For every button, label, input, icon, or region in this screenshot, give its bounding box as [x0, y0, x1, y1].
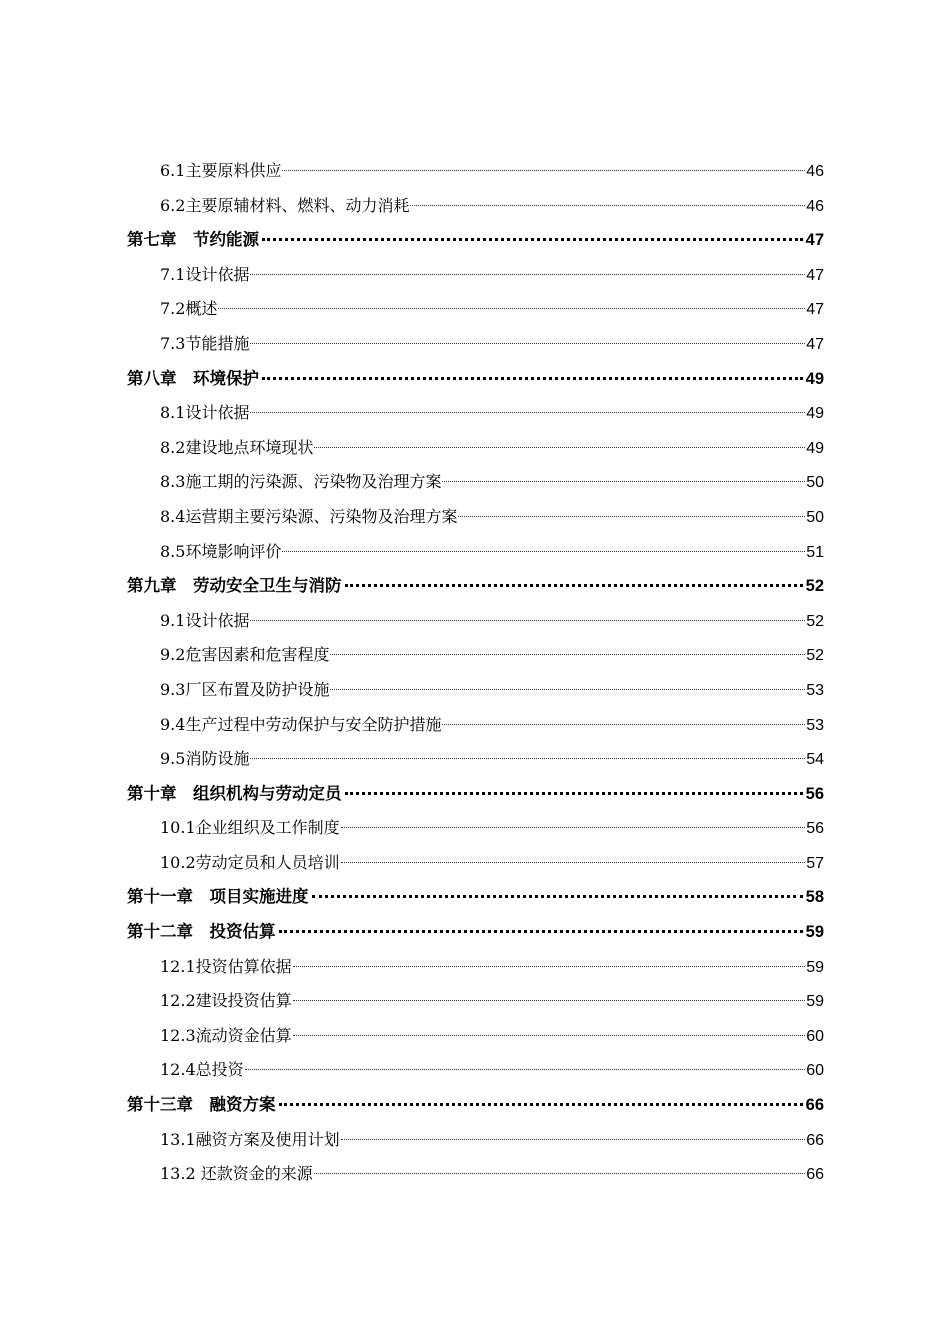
toc-entry-title: 12.4总投资	[160, 1060, 244, 1080]
dot-leader	[345, 584, 803, 587]
dot-leader	[282, 551, 805, 552]
toc-section-entry[interactable]	[127, 950, 824, 985]
toc-entry-page-number: 59	[805, 923, 824, 942]
toc-section-entry[interactable]	[127, 189, 824, 224]
toc-entry-title: 第十三章 融资方案	[127, 1095, 276, 1115]
toc-entry-title: 13.1融资方案及使用计划	[160, 1129, 340, 1149]
toc-entry-page-number: 51	[806, 543, 824, 561]
toc-entry-title: 第九章 劳动安全卫生与消防	[127, 576, 342, 596]
dot-leader	[250, 758, 805, 759]
toc-section-entry[interactable]	[127, 604, 824, 639]
dot-leader	[293, 1000, 806, 1001]
toc-entry-page-number: 54	[806, 751, 824, 769]
dot-leader	[341, 862, 806, 863]
toc-entry-title: 8.2建设地点环境现状	[160, 437, 314, 457]
toc-chapter-entry[interactable]	[127, 880, 824, 915]
toc-section-entry[interactable]	[127, 673, 824, 708]
toc-entry-title: 8.3施工期的污染源、污染物及治理方案	[160, 472, 442, 492]
dot-leader	[279, 1103, 803, 1106]
toc-entry-title: 6.1主要原料供应	[160, 161, 282, 180]
dot-leader	[314, 1173, 805, 1174]
dot-leader	[458, 516, 805, 517]
toc-entry-page-number: 60	[806, 1062, 824, 1080]
toc-entry-title: 6.2主要原辅材料、燃料、动力消耗	[160, 195, 410, 215]
toc-entry-title: 13.2 还款资金的来源	[160, 1164, 313, 1184]
toc-entry-title: 第八章 环境保护	[127, 368, 259, 388]
toc-entry-page-number: 56	[806, 820, 824, 838]
toc-entry-page-number: 66	[805, 1096, 824, 1115]
dot-leader	[250, 620, 805, 621]
toc-entry-page-number: 52	[806, 647, 824, 665]
toc-section-entry[interactable]	[127, 535, 824, 570]
dot-leader	[250, 274, 805, 275]
toc-entry-title: 第十章 组织机构与劳动定员	[127, 783, 342, 803]
toc-entry-title: 9.4生产过程中劳动保护与安全防护措施	[160, 714, 442, 734]
toc-entry-title: 第七章 节约能源	[127, 230, 259, 250]
toc-chapter-entry[interactable]	[127, 362, 824, 397]
toc-entry-page-number: 57	[806, 854, 824, 872]
toc-entry-page-number: 56	[805, 784, 824, 803]
toc-section-entry[interactable]	[127, 431, 824, 466]
toc-entry-page-number: 59	[806, 958, 824, 976]
toc-entry-title: 8.1设计依据	[160, 403, 250, 423]
toc-section-entry[interactable]	[127, 154, 824, 189]
toc-section-entry[interactable]	[127, 1157, 824, 1192]
toc-entry-page-number: 59	[806, 993, 824, 1011]
dot-leader	[262, 377, 803, 380]
toc-section-entry[interactable]	[127, 742, 824, 777]
toc-entry-title: 9.2危害因素和危害程度	[160, 645, 330, 665]
toc-section-entry[interactable]	[127, 1123, 824, 1158]
toc-entry-page-number: 50	[806, 474, 824, 492]
toc-entry-title: 9.3厂区布置及防护设施	[160, 679, 330, 699]
toc-section-entry[interactable]	[127, 258, 824, 293]
toc-section-entry[interactable]	[127, 708, 824, 743]
toc-entry-title: 9.5消防设施	[160, 749, 250, 769]
toc-section-entry[interactable]	[127, 396, 824, 431]
toc-entry-page-number: 49	[805, 369, 824, 388]
dot-leader	[312, 895, 803, 898]
dot-leader	[345, 792, 803, 795]
toc-entry-page-number: 46	[806, 197, 824, 215]
toc-section-entry[interactable]	[127, 984, 824, 1019]
dot-leader	[341, 827, 806, 828]
toc-entry-page-number: 52	[805, 577, 824, 596]
toc-entry-title: 7.1设计依据	[160, 264, 250, 284]
toc-chapter-entry[interactable]	[127, 569, 824, 604]
toc-chapter-entry[interactable]	[127, 1088, 824, 1123]
toc-section-entry[interactable]	[127, 292, 824, 327]
toc-section-entry[interactable]	[127, 465, 824, 500]
toc-entry-title: 7.3节能措施	[160, 333, 250, 353]
dot-leader	[279, 930, 803, 933]
toc-entry-page-number: 50	[806, 508, 824, 526]
toc-section-entry[interactable]	[127, 327, 824, 362]
toc-chapter-entry[interactable]	[127, 777, 824, 812]
dot-leader	[245, 1069, 806, 1070]
toc-entry-page-number: 46	[806, 163, 824, 180]
table-of-contents	[127, 154, 824, 1192]
toc-chapter-entry[interactable]	[127, 915, 824, 950]
toc-entry-page-number: 53	[806, 716, 824, 734]
toc-entry-page-number: 60	[806, 1027, 824, 1045]
dot-leader	[341, 1139, 806, 1140]
toc-section-entry[interactable]	[127, 811, 824, 846]
toc-entry-title: 第十二章 投资估算	[127, 922, 276, 942]
toc-section-entry[interactable]	[127, 1053, 824, 1088]
toc-entry-title: 8.4运营期主要污染源、污染物及治理方案	[160, 506, 458, 526]
toc-section-entry[interactable]	[127, 500, 824, 535]
toc-entry-title: 12.3流动资金估算	[160, 1025, 292, 1045]
dot-leader	[218, 308, 805, 309]
dot-leader	[314, 447, 805, 448]
toc-entry-title: 7.2概述	[160, 299, 218, 319]
toc-entry-page-number: 47	[805, 231, 824, 250]
toc-entry-title: 12.1投资估算依据	[160, 956, 292, 976]
toc-entry-title: 10.1企业组织及工作制度	[160, 818, 340, 838]
dot-leader	[282, 170, 805, 171]
toc-entry-page-number: 49	[806, 405, 824, 423]
toc-entry-title: 12.2建设投资估算	[160, 991, 292, 1011]
toc-section-entry[interactable]	[127, 1019, 824, 1054]
toc-entry-page-number: 47	[806, 335, 824, 353]
toc-entry-page-number: 47	[806, 301, 824, 319]
toc-entry-title: 10.2劳动定员和人员培训	[160, 852, 340, 872]
toc-entry-title: 第十一章 项目实施进度	[127, 887, 309, 907]
dot-leader	[410, 205, 805, 206]
dot-leader	[250, 343, 805, 344]
toc-entry-page-number: 49	[806, 439, 824, 457]
dot-leader	[330, 654, 805, 655]
toc-chapter-entry[interactable]	[127, 223, 824, 258]
dot-leader	[442, 724, 805, 725]
toc-entry-title: 8.5环境影响评价	[160, 541, 282, 561]
toc-entry-page-number: 58	[805, 888, 824, 907]
dot-leader	[293, 966, 806, 967]
dot-leader	[250, 412, 805, 413]
toc-entry-title: 9.1设计依据	[160, 610, 250, 630]
dot-leader	[293, 1035, 806, 1036]
toc-entry-page-number: 66	[806, 1131, 824, 1149]
toc-entry-page-number: 53	[806, 681, 824, 699]
toc-entry-page-number: 52	[806, 612, 824, 630]
toc-section-entry[interactable]	[127, 846, 824, 881]
dot-leader	[330, 689, 805, 690]
dot-leader	[442, 481, 805, 482]
toc-entry-page-number: 66	[806, 1166, 824, 1184]
dot-leader	[262, 238, 803, 241]
toc-entry-page-number: 47	[806, 266, 824, 284]
toc-section-entry[interactable]	[127, 638, 824, 673]
